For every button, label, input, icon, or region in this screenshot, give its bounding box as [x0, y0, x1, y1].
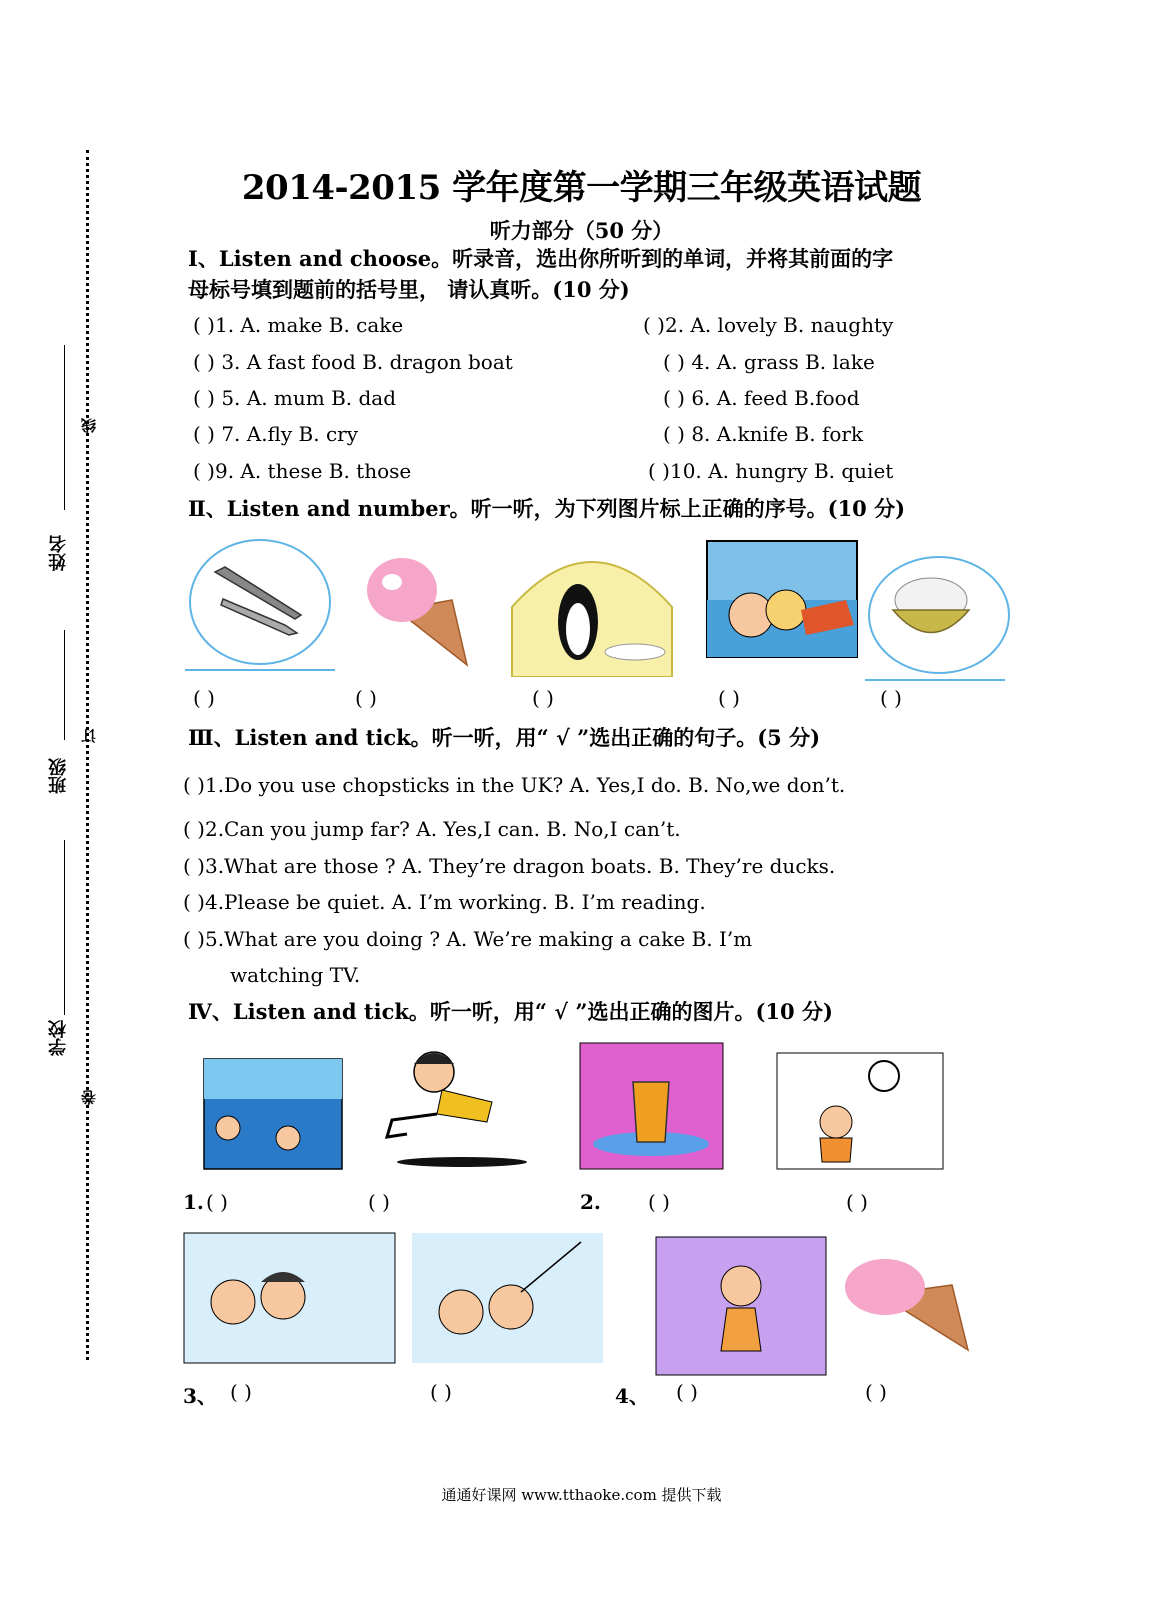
- answer-blank-p3[interactable]: ( ): [532, 686, 554, 710]
- question-4: ( ) 4. A. grass B. lake: [663, 350, 875, 374]
- question-6: ( ) 6. A. feed B.food: [663, 386, 860, 410]
- row1-number-2: 2.: [580, 1190, 601, 1214]
- footer-credit: 通通好课网 www.tthaoke.com 提供下载: [441, 1486, 722, 1504]
- row1-number-1: 1.: [183, 1190, 204, 1214]
- sentence-question-1: ( )1.Do you use chopsticks in the UK? A. Yes,I do. B. No,we don’t.: [183, 773, 846, 797]
- section1-heading-line1: Ⅰ、Listen and choose。听录音，选出你所听到的单词，并将其前面的字: [188, 246, 894, 271]
- section3-heading: Ⅲ、Listen and tick。听一听，用“ √ ”选出正确的句子。(5 分): [188, 725, 821, 750]
- row1-blank-1[interactable]: ( ): [206, 1190, 228, 1214]
- answer-blank-p5[interactable]: ( ): [880, 686, 902, 710]
- row1-blank-4[interactable]: ( ): [846, 1190, 868, 1214]
- picture-kids-kites: [411, 1232, 604, 1364]
- question-5: ( ) 5. A. mum B. dad: [193, 386, 397, 410]
- sentence-question-5: ( )5.What are you doing ? A. We’re making a cake B. I’m: [183, 927, 753, 951]
- binding-label-juan: 卷: [80, 1090, 98, 1105]
- sentence-question-3: ( )3.What are those ? A. They’re dragon boats. B. They’re ducks.: [183, 854, 836, 878]
- picture-dragon-boat-kids: [706, 540, 858, 658]
- picture-ice-cream-2: [840, 1255, 975, 1355]
- page-title: 2014-2015 学年度第一学期三年级英语试题: [241, 168, 922, 208]
- question-1: ( )1. A. make B. cake: [193, 313, 404, 337]
- sentence-question-2: ( )2.Can you jump far? A. Yes,I can. B. No,I can’t.: [183, 817, 681, 841]
- binding-label-xian: 线: [80, 418, 98, 433]
- row1-blank-3[interactable]: ( ): [648, 1190, 670, 1214]
- name-fill-line: [64, 345, 65, 510]
- question-8: ( ) 8. A.knife B. fork: [663, 422, 864, 446]
- row2-blank-4[interactable]: ( ): [865, 1380, 887, 1404]
- class-fill-line: [64, 630, 65, 740]
- picture-knife-fork: [185, 537, 335, 672]
- section1-heading-line2: 母标号填到题前的括号里， 请认真听。(10 分): [188, 277, 630, 302]
- sentence-question-5-cont: watching TV.: [230, 963, 361, 987]
- answer-blank-p4[interactable]: ( ): [718, 686, 740, 710]
- picture-long-jump: [372, 1042, 537, 1172]
- page-subtitle: 听力部分（50 分）: [489, 218, 674, 243]
- picture-kids-butterflies: [183, 1232, 396, 1364]
- school-label: 学校: [48, 1020, 69, 1056]
- row2-blank-1[interactable]: ( ): [230, 1380, 252, 1404]
- section4-heading: Ⅳ、Listen and tick。听一听，用“ √ ”选出正确的图片。(10 分): [188, 999, 833, 1024]
- row2-blank-3[interactable]: ( ): [676, 1380, 698, 1404]
- class-label: 班级: [48, 758, 69, 794]
- picture-girl-dancing: [655, 1236, 827, 1376]
- picture-swimming: [203, 1058, 343, 1170]
- section2-heading: Ⅱ、Listen and number。听一听，为下列图片标上正确的序号。(10 分): [188, 496, 906, 521]
- picture-penguin: [510, 537, 675, 677]
- name-label: 姓名: [48, 535, 69, 571]
- question-9: ( )9. A. these B. those: [193, 459, 412, 483]
- question-3: ( ) 3. A fast food B. dragon boat: [193, 350, 513, 374]
- answer-blank-p1[interactable]: ( ): [193, 686, 215, 710]
- row2-number-4: 4、: [615, 1384, 649, 1408]
- binding-dotted-line: [86, 150, 89, 1360]
- picture-ice-cream-1: [362, 550, 477, 670]
- picture-football: [776, 1052, 944, 1170]
- picture-rice-bowl: [865, 555, 1015, 685]
- row1-blank-2[interactable]: ( ): [368, 1190, 390, 1214]
- answer-blank-p2[interactable]: ( ): [355, 686, 377, 710]
- sentence-question-4: ( )4.Please be quiet. A. I’m working. B. I’m reading.: [183, 890, 706, 914]
- question-10: ( )10. A. hungry B. quiet: [648, 459, 894, 483]
- school-fill-line: [64, 840, 65, 1015]
- question-7: ( ) 7. A.fly B. cry: [193, 422, 359, 446]
- question-2: ( )2. A. lovely B. naughty: [643, 313, 894, 337]
- row2-number-3: 3、: [183, 1384, 217, 1408]
- row2-blank-2[interactable]: ( ): [430, 1380, 452, 1404]
- picture-juice: [579, 1042, 724, 1170]
- binding-label-ding: 订: [80, 728, 98, 743]
